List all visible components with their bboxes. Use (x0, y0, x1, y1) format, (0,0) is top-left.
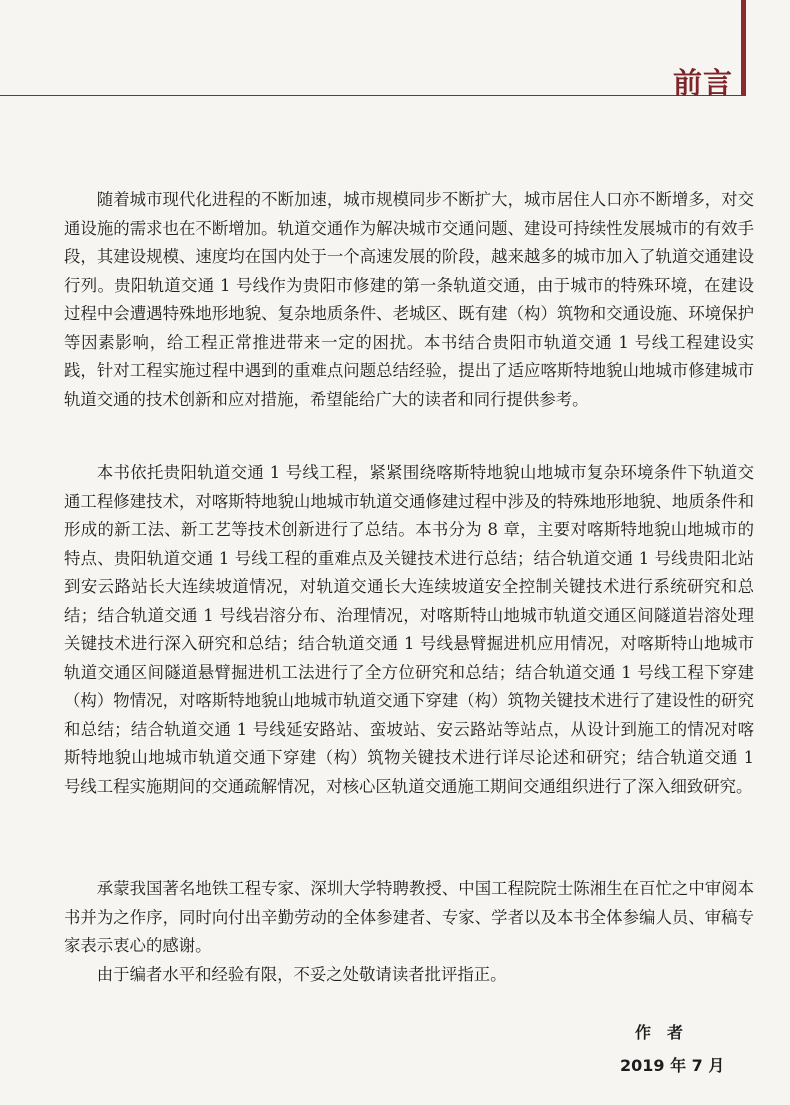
signature-author: 作 者 (635, 1023, 684, 1042)
paragraph-2: 本书依托贵阳轨道交通 1 号线工程，紧紧围绕喀斯特地貌山地城市复杂环境条件下轨道交通工程修建技术，对喀斯特地貌山地城市轨道交通修建过程中涉及的特殊地形地貌、地质条件和形成的新工法、新工艺等技术创新进行了总结。本书分为 8 章，主要对喀斯特地貌山地城市的特点、贵阳轨道交通 1 号线工程的重难点及关键技术进行总结；结合轨道交通 1 号线贵阳北站到安云路站长大连续坡道情况，对轨道交通长大连续坡道安全控制关键技术进行系统研究和总结；结合轨道交通 1 号线岩溶分布、治理情况，对喀斯特山地城市轨道交通区间隧道岩溶处理关键技术进行深入研究和总结；结合轨道交通 1 号线悬臂掘进机应用情况，对喀斯特山地城市轨道交通区间隧道悬臂掘进机工法进行了全方位研究和总结；结合轨道交通 1 号线工程下穿建（构）物情况，对喀斯特地貌山地城市轨道交通下穿建（构）筑物关键技术进行了建设性的研究和总结；结合轨道交通 1 号线延安路站、蛮坡站、安云路站等站点，从设计到施工的情况对喀斯特地貌山地城市轨道交通下穿建（构）筑物关键技术进行详尽论述和研究；结合轨道交通 1 号线工程实施期间的交通疏解情况，对核心区轨道交通施工期间交通组织进行了深入细致研究。 (64, 463, 754, 796)
signature-date: 2019 年 7 月 (620, 1056, 725, 1075)
paragraph-3: 承蒙我国著名地铁工程专家、深圳大学特聘教授、中国工程院院士陈湘生在百忙之中审阅本书并为之作序，同时向付出辛勤劳动的全体参建者、专家、学者以及本书全体参编人员、审稿专家表示衷心的感谢。 (64, 879, 754, 955)
paragraph-1: 随着城市现代化进程的不断加速，城市规模同步不断扩大，城市居住人口亦不断增多，对交通设施的需求也在不断增加。轨道交通作为解决城市交通问题、建设可持续性发展城市的有效手段，其建设规模、速度均在国内处于一个高速发展的阶段，越来越多的城市加入了轨道交通建设行列。贵阳轨道交通 1 号线作为贵阳市修建的第一条轨道交通，由于城市的特殊环境，在建设过程中会遭遇特殊地形地貌、复杂地质条件、老城区、既有建（构）筑物和交通设施、环境保护等因素影响，给工程正常推进带来一定的困扰。本书结合贵阳市轨道交通 1 号线工程建设实践，针对工程实施过程中遇到的重难点问题总结经验，提出了适应喀斯特地貌山地城市修建城市轨道交通的技术创新和应对措施，希望能给广大的读者和同行提供参考。 (64, 190, 754, 409)
header-rule (0, 95, 746, 96)
paragraph-4: 由于编者水平和经验有限，不妥之处敬请读者批评指正。 (96, 965, 507, 984)
page-title: 前言 (673, 66, 734, 101)
